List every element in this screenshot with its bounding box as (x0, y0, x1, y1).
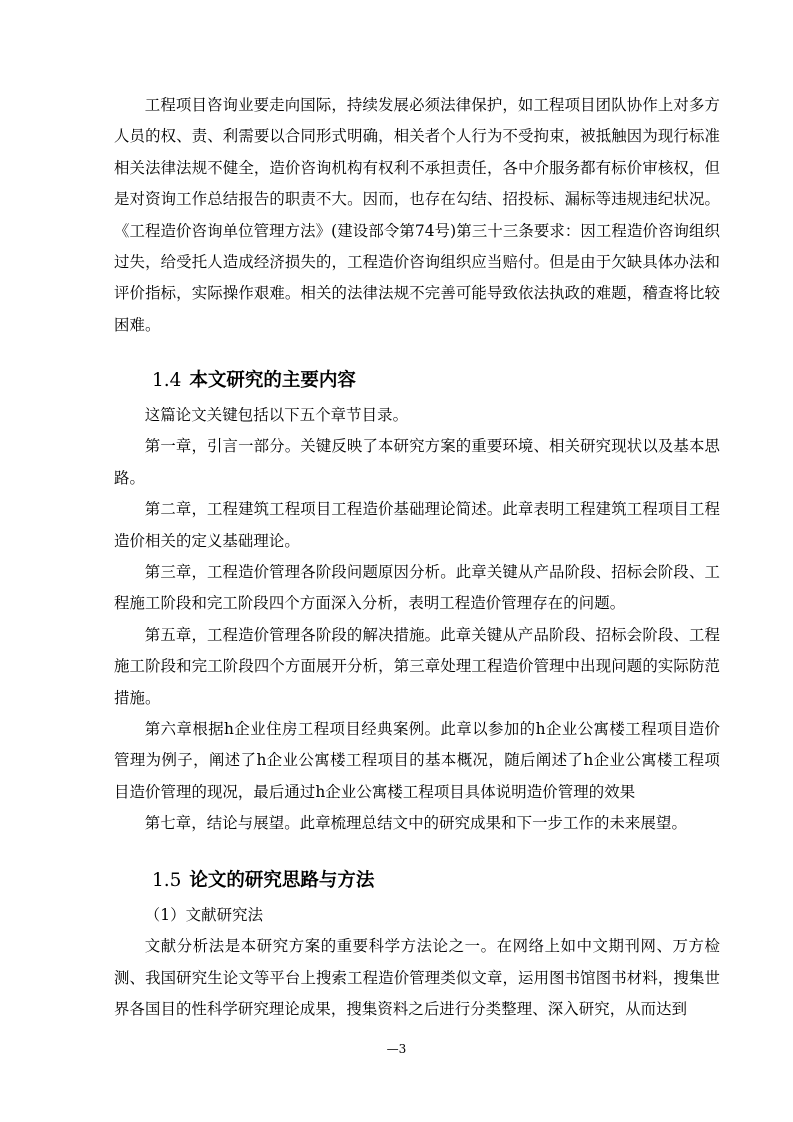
page-number: —3 (386, 1042, 407, 1056)
paragraph: 第六章根据h企业住房工程项目经典案例。此章以参加的h企业公寓楼工程项目造价管理为例子，阐述了h企业公寓楼工程项目的基本概况，随后阐述了h企业公寓楼工程项目造价管理的现况，最后通过h企业公寓楼工程项目具体说明造价管理的效果 (114, 720, 720, 801)
section-number: 1.4 (152, 370, 182, 391)
paragraph: 第七章，结论与展望。此章梳理总结文中的研究成果和下一步工作的未来展望。 (144, 814, 687, 833)
paragraph: 第二章，工程建筑工程项目工程造价基础理论简述。此章表明工程建筑工程项目工程造价相关的定义基础理论。 (114, 500, 720, 550)
section-title: 论文的研究思路与方法 (189, 870, 375, 891)
section-1-5-body (114, 900, 720, 1026)
section-heading-1-4 (152, 366, 356, 392)
section-heading-1-5 (152, 866, 374, 892)
paragraph: 第五章，工程造价管理各阶段的解决措施。此章关键从产品阶段、招标会阶段、工程施工阶段和完工阶段四个方面展开分析，第三章处理工程造价管理中出现问题的实际防范措施。 (114, 625, 720, 707)
paragraph: 这篇论文关键包括以下五个章节目录。 (144, 406, 409, 424)
section-number: 1.5 (152, 870, 182, 891)
section-1-4-body (114, 400, 720, 840)
paragraph: （1）文献研究法 (144, 906, 264, 924)
intro-text-block (114, 90, 720, 341)
paragraph: 第一章，引言一部分。关键反映了本研究方案的重要环境、相关研究现状以及基本思路。 (114, 437, 720, 487)
paragraph: 工程项目咨询业要走向国际，持续发展必须法律保护，如工程项目团队协作上对多方人员的权、责、利需要以合同形式明确，相关者个人行为不受拘束，被抵触因为现行标准相关法律法规不健全，造价咨询机构有权利不承担责任，各中介服务都有标价审核权，但是对资询工作总结报告的职责不大。因而，也存在勾结、招投标、漏标等违规违纪状况。《工程造价咨询单位管理方法》(建设部令第74号)第三十三条要求：因工程造价咨询组织过失，给受托人造成经济损失的，工程造价咨询组织应当赔付。但是由于欠缺具体办法和评价指标，实际操作艰难。相关的法律法规不完善可能导致依法执政的难题，稽查将比较困难。 (114, 96, 720, 334)
paragraph: 文献分析法是本研究方案的重要科学方法论之一。在网络上如中文期刊网、万方检测、我国研究生论文等平台上搜索工程造价管理类似文章，运用图书馆图书材料，搜集世界各国目的性科学研究理论成果，搜集资料之后进行分类整理、深入研究，从而达到 (114, 937, 720, 1019)
section-title: 本文研究的主要内容 (189, 370, 356, 391)
paragraph: 第三章，工程造价管理各阶段问题原因分析。此章关键从产品阶段、招标会阶段、工程施工阶段和完工阶段四个方面深入分析，表明工程造价管理存在的问题。 (114, 563, 720, 613)
